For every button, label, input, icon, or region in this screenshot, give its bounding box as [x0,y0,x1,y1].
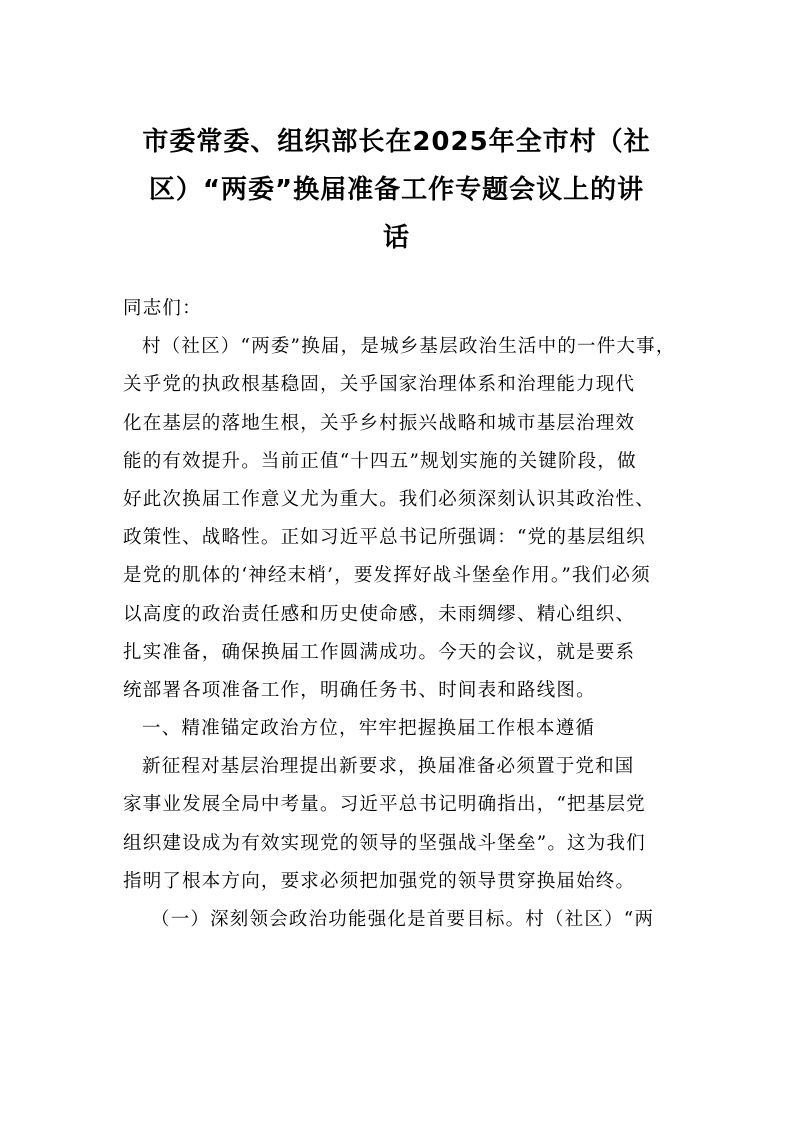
section-heading: 一、精准锚定政治方位，牢牢把握换届工作根本遵循 [142,718,596,740]
title-line-2: 区）“两委”换届准备工作专题会议上的讲 [148,175,645,205]
title-line-3: 话 [382,223,410,253]
paragraph-line: 统部署各项准备工作，明确任务书、时间表和路线图。 [123,679,596,701]
paragraph-line: 以高度的政治责任感和历史使命感，未雨绸缪、精心组织、 [123,603,636,625]
paragraph-line: 指明了根本方向，要求必须把加强党的领导贯穿换届始终。 [123,870,636,892]
paragraph-line: 新征程对基层治理提出新要求，换届准备必须置于党和国 [142,756,635,778]
document-title [118,118,675,262]
paragraph-line: 关乎党的执政根基稳固，关乎国家治理体系和治理能力现代 [123,374,636,396]
document-body [123,290,683,939]
paragraph-line: 村（社区）“两委”换届，是城乡基层政治生活中的一件大事， [142,336,676,358]
paragraph-line: 是党的肌体的‘神经末梢’，要发挥好战斗堡垒作用。”我们必须 [123,565,651,587]
paragraph-line: 政策性、战略性。正如习近平总书记所强调：“党的基层组织 [123,527,646,549]
paragraph-line: 好此次换届工作意义尤为重大。我们必须深刻认识其政治性、 [123,488,655,510]
paragraph-line: 家事业发展全局中考量。习近平总书记明确指出，“把基层党 [123,794,646,816]
paragraph-line: 能的有效提升。当前正值“十四五”规划实施的关键阶段，做 [123,450,637,472]
title-line-1: 市委常委、组织部长在2025年全市村（社 [142,127,651,157]
paragraph-line: 化在基层的落地生根，关乎乡村振兴战略和城市基层治理效 [123,412,636,434]
salutation: 同志们： [123,298,202,319]
paragraph-line: 组织建设成为有效实现党的领导的坚强战斗堡垒”。这为我们 [123,832,646,854]
subsection-line: （一）深刻领会政治功能强化是首要目标。村（社区）“两 [151,909,655,930]
paragraph-line: 扎实准备，确保换届工作圆满成功。今天的会议，就是要系 [123,641,636,663]
